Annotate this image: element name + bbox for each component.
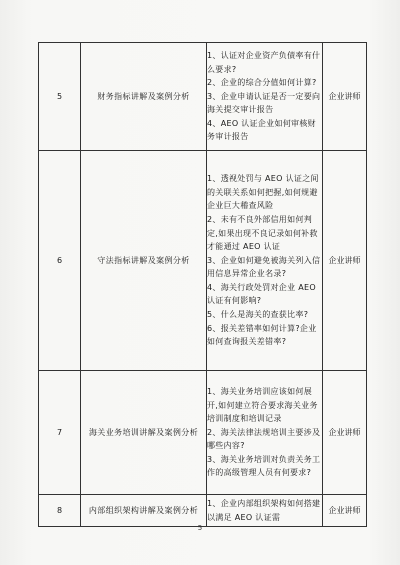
- course-topic: 内部组织架构讲解及案例分析: [81, 495, 207, 527]
- course-content: [207, 43, 323, 151]
- content-item: 3、企业如何避免被海关列入信用信息异常企业名录?: [207, 255, 321, 279]
- table-row: [39, 371, 367, 495]
- course-topic: 财务指标讲解及案例分析: [81, 43, 207, 151]
- content-item: 2、企业的综合分值如何计算?: [207, 78, 317, 88]
- course-table: [38, 42, 367, 527]
- content-item: 5、什么是海关的查获比率?: [207, 310, 309, 320]
- table-row: [39, 151, 367, 371]
- course-content: [207, 371, 323, 495]
- content-item: 4、AEO 认证企业如何审核财务审计报告: [207, 118, 316, 142]
- teaching-method: 企业讲师: [323, 371, 367, 495]
- course-topic: 海关业务培训讲解及案例分析: [81, 371, 207, 495]
- content-item: 2、海关法律法规培训主要涉及哪些内容?: [207, 427, 321, 451]
- content-item: 6、报关差错率如何计算?企业如何查询报关差错率?: [207, 323, 317, 347]
- content-item: 3、海关业务培训对负责关务工作的高级管理人员有何要求?: [207, 454, 321, 478]
- row-number: 5: [39, 43, 81, 151]
- teaching-method: 企业讲师: [323, 43, 367, 151]
- content-item: 1、透视处罚与 AEO 认证之间的关联关系如何把握,如何规避企业巨大稽查风险: [207, 174, 319, 211]
- row-number: 7: [39, 371, 81, 495]
- course-topic: 守法指标讲解及案例分析: [81, 151, 207, 371]
- row-number: 6: [39, 151, 81, 371]
- page-number: 5: [197, 524, 203, 532]
- course-content: [207, 151, 323, 371]
- course-content: [207, 495, 323, 527]
- content-item: 1、海关业务培训应该如何展开,如何建立符合要求海关业务培训制度和培训记录: [207, 386, 318, 424]
- content-item: 4、海关行政处罚对企业 AEO 认证有何影响?: [207, 282, 316, 306]
- content-item: 1、企业内部组织架构如何搭建以满足 AEO 认证需: [207, 498, 321, 522]
- content-item: 3、企业申请认证是否一定要向海关提交审计报告: [207, 91, 321, 115]
- table-row: [39, 43, 367, 151]
- content-item: 2、未有不良外部信用如何判定,如果出现不良记录如何补救才能通过 AEO 认证: [207, 214, 318, 252]
- table-row: [39, 495, 367, 527]
- content-item: 1、认证对企业资产负债率有什么要求?: [207, 50, 321, 74]
- teaching-method: 企业讲师: [323, 151, 367, 371]
- row-number: 8: [39, 495, 81, 527]
- teaching-method: 企业讲师: [323, 495, 367, 527]
